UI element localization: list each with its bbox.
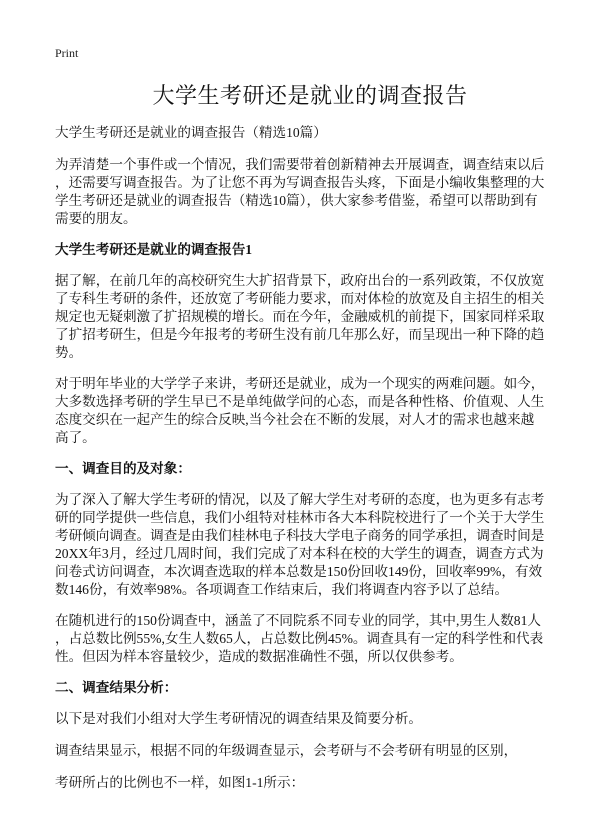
text-line: 性。但因为样本容量较少，造成的数据准确性不强，所以仅供参考。: [55, 649, 463, 664]
text-line: 考研倾向调查。调查是由我们桂林电子科技大学电子商务的同学承担，调查时间是: [55, 528, 545, 543]
page-title: 大学生考研还是就业的调查报告: [152, 83, 468, 108]
text-line: 20XX年3月，经过几周时间，我们完成了对本科在校的大学生的调查，调查方式为: [55, 546, 544, 561]
paragraph-5: 以下是对我们小组对大学生考研情况的调查结果及简要分析。: [55, 711, 423, 726]
text-line: 学生考研还是就业的调查报告（精选10篇），供大家参考借鉴，希望可以帮助到有: [55, 193, 538, 208]
paragraph-7: 考研所占的比例也不一样，如图1-1所示：: [55, 775, 305, 790]
text-line: 据了解，在前几年的高校研究生大扩招背景下，政府出台的一系列政策，不仅放宽: [55, 273, 545, 288]
text-line: 高了。: [55, 430, 96, 445]
text-line: 大多数选择考研的学生早已不是单纯做学问的心态，而是各种性格、价值观、人生: [55, 394, 545, 409]
text-line: 势。: [55, 345, 83, 360]
text-line: 在随机进行的150份调查中，涵盖了不同院系不同专业的同学，其中,男生人数81人: [55, 613, 541, 628]
paragraph-3: [55, 491, 565, 599]
heading-2: 二、调查结果分析：: [55, 680, 178, 695]
text-line: 研的同学提供一些信息，我们小组特对桂林市各大本科院校进行了一个关于大学生: [55, 510, 545, 525]
heading-1: 一、调查目的及对象：: [55, 461, 191, 476]
text-line: 了专科生考研的条件，还放宽了考研能力要求，而对体检的放宽及自主招生的相关: [55, 291, 545, 306]
text-line: 问卷式访问调查，本次调查选取的样本总数是150份回收149份，回收率99%，有效: [55, 564, 543, 579]
text-line: 对于明年毕业的大学学子来讲，考研还是就业，成为一个现实的两难问题。如今，: [55, 376, 545, 391]
paragraph-1: [55, 272, 565, 362]
paragraph-4: [55, 612, 565, 666]
paragraph-6: 调查结果显示，根据不同的年级调查显示，会考研与不会考研有明显的区别，: [55, 743, 518, 758]
print-link[interactable]: Print: [55, 46, 79, 60]
text-line: 态度交织在一起产生的综合反映,当今社会在不断的发展，对人才的需求也越来越: [55, 412, 535, 427]
subtitle: 大学生考研还是就业的调查报告（精选10篇）: [55, 125, 327, 140]
text-line: ，占总数比例55%,女生人数65人，占总数比例45%。调查具有一定的科学性和代表: [55, 631, 544, 646]
text-line: ，还需要写调查报告。为了让您不再为写调查报告头疼，下面是小编收集整理的大: [55, 175, 545, 190]
intro-paragraph: [55, 156, 565, 228]
section-title: 大学生考研还是就业的调查报告1: [55, 242, 253, 257]
text-line: 为弄清楚一个事件或一个情况，我们需要带着创新精神去开展调查，调查结束以后: [55, 157, 545, 172]
document: [55, 46, 565, 806]
text-line: 为了深入了解大学生考研的情况，以及了解大学生对考研的态度，也为更多有志考: [55, 492, 545, 507]
text-line: 数146份，有效率98%。各项调查工作结束后，我们将调查内容予以了总结。: [55, 582, 509, 597]
text-line: 需要的朋友。: [55, 211, 137, 226]
text-line: 了扩招考研生，但是今年报考的考研生没有前几年那么好，而呈现出一种下降的趋: [55, 327, 545, 342]
text-line: 规定也无疑刺激了扩招规模的增长。而在今年，金融威机的前提下，国家同样采取: [55, 309, 545, 324]
paragraph-2: [55, 375, 565, 447]
